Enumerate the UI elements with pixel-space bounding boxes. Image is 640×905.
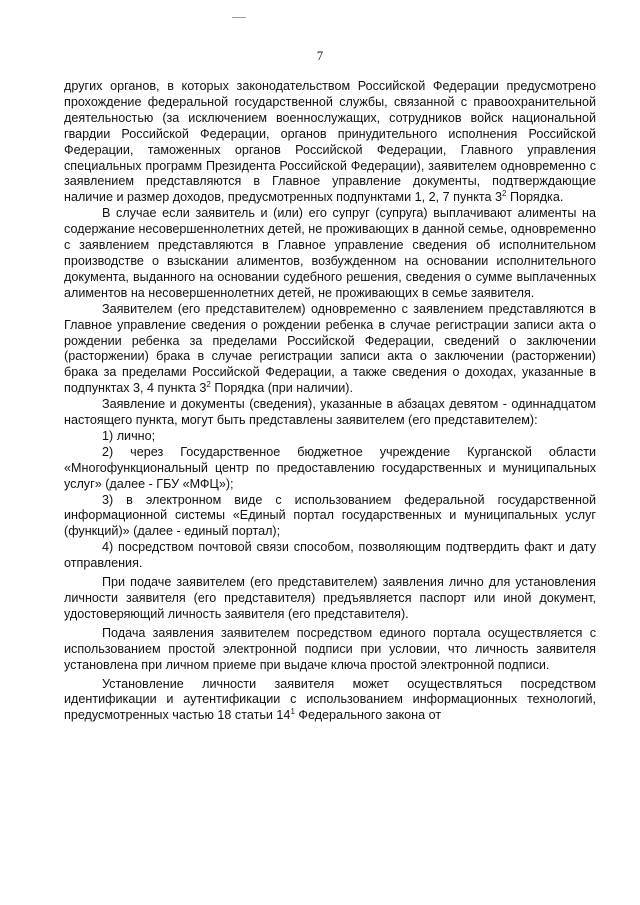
paragraph <box>64 79 596 206</box>
paragraph <box>64 493 596 541</box>
paragraph-text: В случае если заявитель и (или) его супруг (супруга) выплачивают алименты на содержание несовершеннолетних детей, не проживающих в данной семье, одновременно с заявлением представляются в Главное управление сведения об исполнительном производстве о взыскании алиментов, возбужденном на основании исполнительного документа, выданного на основании судебного решения, сведения о сумме выплаченных алиментов на несовершеннолетних детей, не проживающих в семье заявителя. <box>64 206 596 300</box>
paragraph <box>64 677 596 725</box>
paragraph <box>64 445 596 493</box>
superscript: 2 <box>502 189 507 199</box>
paragraph-text: 4) посредством почтовой связи способом, позволяющим подтвердить факт и дату отправления. <box>64 540 596 571</box>
paragraph-text: 3) в электронном виде с использованием федеральной государственной информационной системы «Единый портал государственных и муниципальных услуг (функций)» (далее - единый портал); <box>64 492 596 539</box>
paragraph <box>64 206 596 301</box>
paragraph-text: Порядка (при наличии). <box>210 381 353 396</box>
paragraph-text: других органов, в которых законодательством Российской Федерации предусмотрено прохождение федеральной государственной службы, связанной с правоохранительной деятельностью (за исключением военнослужащих, сотрудников войск национальной гвардии Российской Федерации, органов принудительного исполнения Российской Федерации, таможенных органов Российской Федерации, Главного управления специальных программ Президента Российской Федерации), заявителем одновременно с заявлением представляются в Главное управление документы, подтверждающие наличие и размер доходов, предусмотренных подпунктами 1, 2, 7 пункта 3 <box>64 79 596 205</box>
paragraph-text: Заявителем (его представителем) одновременно с заявлением представляются в Главное управление сведения о рождении ребенка в случае регистрации записи акта о рождении ребенка за пределами Российской Федерации, сведений о заключении (расторжении) брака в случае регистрации записи акта о заключении (расторжении) брака за пределами Российской Федерации, а также сведения о доходах, указанные в подпунктах 3, 4 пункта 3 <box>64 301 596 396</box>
paragraph <box>64 397 596 429</box>
paragraph <box>64 626 596 674</box>
page-number: 7 <box>316 49 324 63</box>
paragraph-text: 1) лично; <box>102 428 156 443</box>
paragraph <box>64 575 596 623</box>
top-edge-mark <box>232 17 246 18</box>
paragraph-text: Порядка. <box>506 190 564 205</box>
paragraph-text: Установление личности заявителя может осуществляться посредством идентификации и аутентификации с использованием информационных технологий, предусмотренных частью 18 статьи 14 <box>64 676 596 723</box>
paragraph-text: При подаче заявителем (его представителем) заявления лично для установления личности заявителя (его представителя) предъявляется паспорт или иной документ, удостоверяющий личность заявителя (его представителя). <box>64 575 596 621</box>
superscript: 2 <box>206 380 211 390</box>
paragraph-text: 2) через Государственное бюджетное учреждение Курганской области «Многофункциональный центр по предоставлению государственных и муниципальных услуг» (далее - ГБУ «МФЦ»); <box>64 444 596 491</box>
document-body <box>64 79 596 724</box>
paragraph-text: Подача заявления заявителем посредством единого портала осуществляется с использованием простой электронной подписи при условии, что личность заявителя установлена при личном приеме при выдаче ключа простой электронной подписи. <box>64 625 596 672</box>
paragraph <box>64 429 596 445</box>
paragraph <box>64 540 596 572</box>
paragraph-text: Федерального закона от <box>294 708 442 723</box>
paragraph-text: Заявление и документы (сведения), указанные в абзацах девятом - одиннадцатом настоящего пункта, могут быть представлены заявителем (его представителем): <box>64 397 596 428</box>
superscript: 1 <box>290 707 295 717</box>
paragraph <box>64 302 596 397</box>
